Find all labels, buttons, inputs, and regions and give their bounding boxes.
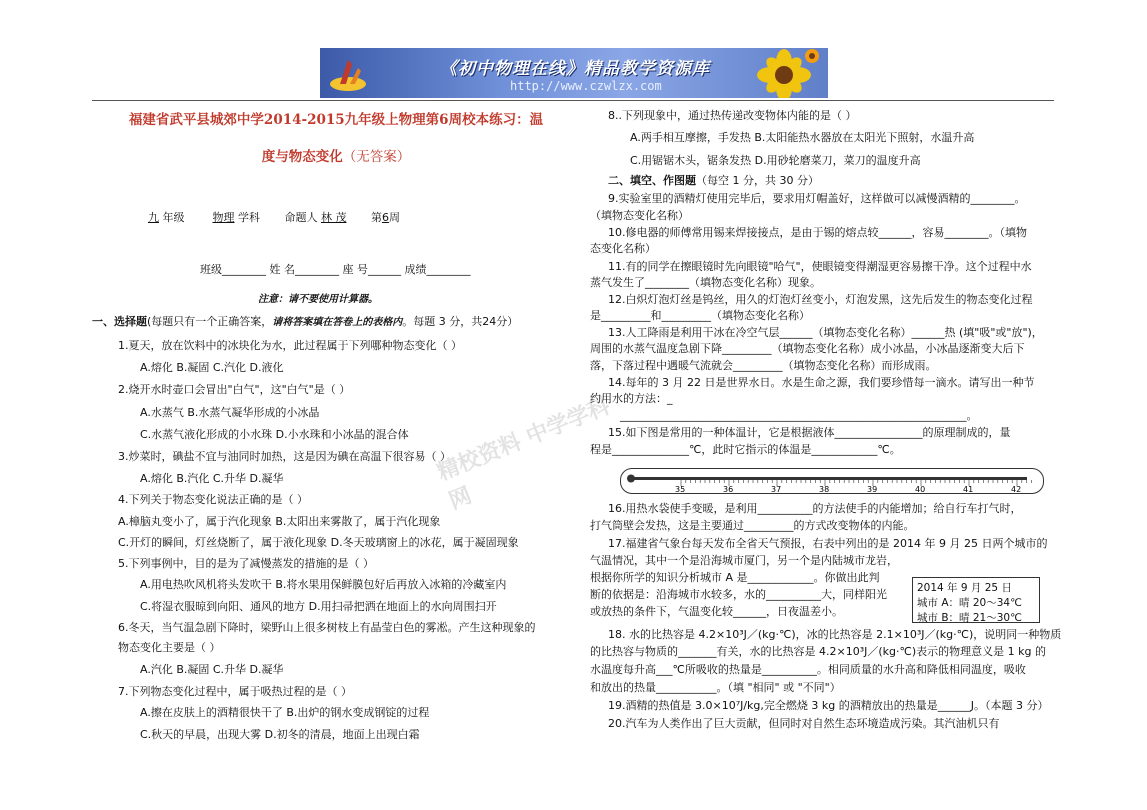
question-17-line3: 根据你所学的知识分析城市 A 是____________。你做出此判 <box>590 571 880 584</box>
question-12-line1: 12.白炽灯泡灯丝是钨丝，用久的灯泡灯丝变小，灯泡发黑，这先后发生的物态变化过程 <box>608 293 1033 306</box>
question-11-line1: 11.有的同学在擦眼镜时先向眼镜"哈气"，使眼镜变得潮湿更容易擦干净。这个过程中水 <box>608 260 1032 273</box>
document-title-suffix: （无答案） <box>342 149 411 165</box>
thermometer-scale <box>621 469 1043 493</box>
question-17-line2: 气温情况，其中一个是沿海城市厦门，另一个是内陆城市龙岩， <box>590 554 898 567</box>
thermometer-tick-label: 38 <box>819 485 830 493</box>
weather-table <box>912 577 1040 623</box>
question-11-line2: 蒸气发生了________（填物态变化名称）现象。 <box>590 276 821 289</box>
question-8-options-cd: C.用锯锯木头，锯条发热 D.用砂轮磨菜刀，菜刀的温度升高 <box>630 154 921 167</box>
question-13-line2: 周围的水蒸气温度急剧下降_________（填物态变化名称）成小冰晶，小冰晶逐渐变大后下 <box>590 342 1025 355</box>
weather-date: 2014 年 9 月 25 日 <box>917 582 1012 594</box>
thermometer-tick-label: 37 <box>771 485 782 493</box>
question-5-options-cd: C.将湿衣服晾到向阳、通风的地方 D.用扫帚把洒在地面上的水向周围扫开 <box>140 600 497 613</box>
header-rule <box>92 100 1054 101</box>
question-12-line2: 是_________和_________（填物态变化名称） <box>590 309 810 322</box>
meta-grade-label: 年级 <box>162 211 185 224</box>
section1-title: 一、选择题 <box>92 315 147 328</box>
question-2-options-ab: A.水蒸气 B.水蒸气凝华形成的小冰晶 <box>140 406 320 419</box>
question-18-line4: 和放出的热量___________。（填 "相同" 或 "不同"） <box>590 681 841 694</box>
question-16-line2: 打气筒壁会发热，这是主要通过_________的方式改变物体的内能。 <box>590 519 915 532</box>
meta-subject-label: 学科 <box>237 211 260 224</box>
question-13-line3: 落，下落过程中遇暖气流就会_________（填物态变化名称）而形成雨。 <box>590 359 937 372</box>
meta-grade: 九 <box>148 211 159 224</box>
question-4-options-ab: A.樟脑丸变小了，属于汽化现象 B.太阳出来雾散了，属于汽化现象 <box>118 515 441 528</box>
section1-score: 。每题 3 分，共24分） <box>402 315 519 328</box>
question-5-options-ab: A.用电热吹风机将头发吹干 B.将水果用保鲜膜包好后再放入冰箱的冷藏室内 <box>140 578 507 591</box>
sunflower-icon <box>744 48 822 98</box>
question-4: 4.下列关于物态变化说法正确的是（ ） <box>118 493 308 506</box>
header-meta <box>148 209 400 225</box>
meta-week-label: 第 <box>370 211 382 224</box>
meta-author: 林 茂 <box>320 211 347 224</box>
question-14-line1: 14.每年的 3 月 22 日是世界水日。水是生命之源，我们要珍惜每一滴水。请写出一种节 <box>608 376 1035 389</box>
section2-title: 二、填空、作图题 <box>608 174 696 187</box>
question-8-options-ab: A.两手相互摩擦，手发热 B.太阳能热水器放在太阳光下照射，水温升高 <box>630 131 975 144</box>
question-7-options-cd: C.秋天的早晨，出现大雾 D.初冬的清晨，地面上出现白霜 <box>140 728 420 741</box>
section1-desc: (每题只有一个正确答案， <box>147 315 273 328</box>
question-3-options: A.熔化 B.汽化 C.升华 D.凝华 <box>140 472 284 485</box>
meta-week-suffix: 周 <box>388 211 400 224</box>
meta-author-label: 命题人 <box>284 211 318 224</box>
thermometer-tick-label: 42 <box>1011 485 1022 493</box>
watermark: 精校资料 中学学科网 <box>434 393 614 515</box>
question-17-line1: 17.福建省气象台每天发布全省天气预报，右表中列出的是 2014 年 9 月 25 日两个城市的 <box>608 537 1048 550</box>
question-19: 19.酒精的热值是 3.0×10⁷J/kg,完全燃烧 3 kg 的酒精放出的热量是______J。（本题 3 分） <box>608 699 1049 712</box>
clinical-thermometer <box>620 468 1044 494</box>
weather-city-a: 城市 A：晴 20～34℃ <box>917 597 1022 609</box>
question-2-options-cd: C.水蒸气液化形成的小水珠 D.小水珠和小冰晶的混合体 <box>140 428 409 441</box>
question-1-options: A.熔化 B.凝固 C.汽化 D.液化 <box>140 361 284 374</box>
question-15-line2: 程是______________℃，此时它指示的体温是____________℃。 <box>590 443 901 456</box>
question-15-line1: 15.如下图是常用的一种体温计，它是根据液体________________的原理制成的，量 <box>608 426 1011 439</box>
question-18-line2: 的比热容与物质的_______有关，水的比热容是 4.2×10³J／(kg·℃)表示的物理意义是 1 kg 的 <box>590 645 1046 658</box>
question-6-options: A.汽化 B.凝固 C.升华 D.凝华 <box>140 663 284 676</box>
question-10-line2: 态变化名称） <box>590 242 656 255</box>
document-title-main: 度与物态变化 <box>261 149 343 165</box>
question-2: 2.烧开水时壶口会冒出"白气"，这"白气"是（ ） <box>118 383 351 396</box>
question-8: 8..下列现象中，通过热传递改变物体内能的是（ ） <box>608 109 857 122</box>
question-7: 7.下列物态变化过程中，属于吸热过程的是（ ） <box>118 685 352 698</box>
question-17-line5: 或放热的条件下，气温变化较______，日夜温差小。 <box>590 605 843 618</box>
question-3: 3.炒菜时，碘盐不宜与油同时加热，这是因为碘在高温下很容易（ ） <box>118 450 451 463</box>
question-1: 1.夏天，放在饮料中的冰块化为水，此过程属于下列哪种物态变化（ ） <box>118 339 462 352</box>
banner-url[interactable]: http://www.czwlzx.com <box>510 79 662 93</box>
question-17-line4: 断的依据是：沿海城市水较多，水的__________大，同样阳光 <box>590 588 887 601</box>
section1-heading <box>92 313 518 329</box>
header-banner <box>320 48 828 98</box>
logo-icon <box>326 54 370 94</box>
section2-score: （每空 1 分，共 30 分） <box>696 174 819 187</box>
section1-emphasis: 请将答案填在答卷上的表格内 <box>272 317 403 328</box>
weather-city-b: 城市 B：晴 21～30℃ <box>917 612 1022 624</box>
section2-heading <box>608 172 819 188</box>
calculator-note: 注意：请不要使用计算器。 <box>258 294 378 305</box>
question-13-line1: 13.人工降雨是利用干冰在冷空气层______（填物态变化名称）______热 (填"吸"或"放")， <box>608 326 1043 339</box>
question-10-line1: 10.修电器的师傅常用锡来焊接接点，是由于锡的熔点较______，容易________。（填物 <box>608 226 1027 239</box>
banner-title: 《初中物理在线》精品教学资源库 <box>440 59 710 79</box>
thermometer-tick-label: 39 <box>867 485 878 493</box>
thermometer-tick-label: 41 <box>963 485 974 493</box>
question-20: 20.汽车为人类作出了巨大贡献，但同时对自然生态环境造成污染。其汽油机只有 <box>608 717 1000 730</box>
question-18-line3: 水温度每升高___℃所吸收的热量是__________。相同质量的水升高和降低相同温度，吸收 <box>590 663 1026 676</box>
question-6-line1: 6.冬天，当气温急剧下降时，梁野山上很多树枝上有晶莹白色的雾凇。产生这种现象的 <box>118 621 536 634</box>
student-fields: 班级________ 姓 名________ 座 号______ 成绩________ <box>200 263 471 276</box>
question-14-line2: 约用水的方法：_ <box>590 392 673 405</box>
question-7-options-ab: A.擦在皮肤上的酒精很快干了 B.出炉的钢水变成钢锭的过程 <box>140 706 430 719</box>
document-title-line2 <box>92 145 580 165</box>
document-title-line1: 福建省武平县城郊中学2014-2015九年级上物理第6周校本练习：温 <box>128 112 544 128</box>
thermometer-tick-label: 36 <box>723 485 734 493</box>
question-18-line1: 18. 水的比热容是 4.2×10³J／(kg·℃)，冰的比热容是 2.1×10³J／(kg·℃)，说明同一种物质 <box>608 628 1062 641</box>
meta-week: 6 <box>381 211 389 224</box>
question-9-line1: 9.实验室里的酒精灯使用完毕后，要求用灯帽盖好，这样做可以减慢酒精的________。 <box>608 192 1026 205</box>
thermometer-tick-label: 40 <box>915 485 926 493</box>
question-5: 5.下列事例中，目的是为了减慢蒸发的措施的是（ ） <box>118 557 374 570</box>
question-14-line3: _______________________________________________________________。 <box>620 409 978 422</box>
thermometer-tick-label: 35 <box>675 485 686 493</box>
question-9-line2: （填物态变化名称） <box>590 209 689 222</box>
question-4-options-cd: C.开灯的瞬间，灯丝烧断了，属于液化现象 D.冬天玻璃窗上的冰花，属于凝固现象 <box>118 536 519 549</box>
question-16-line1: 16.用热水袋使手变暖，是利用__________的方法使手的内能增加；给自行车打气时， <box>608 502 1022 515</box>
question-6-line2: 物态变化主要是（ ） <box>118 641 221 654</box>
meta-subject: 物理 <box>212 211 235 224</box>
